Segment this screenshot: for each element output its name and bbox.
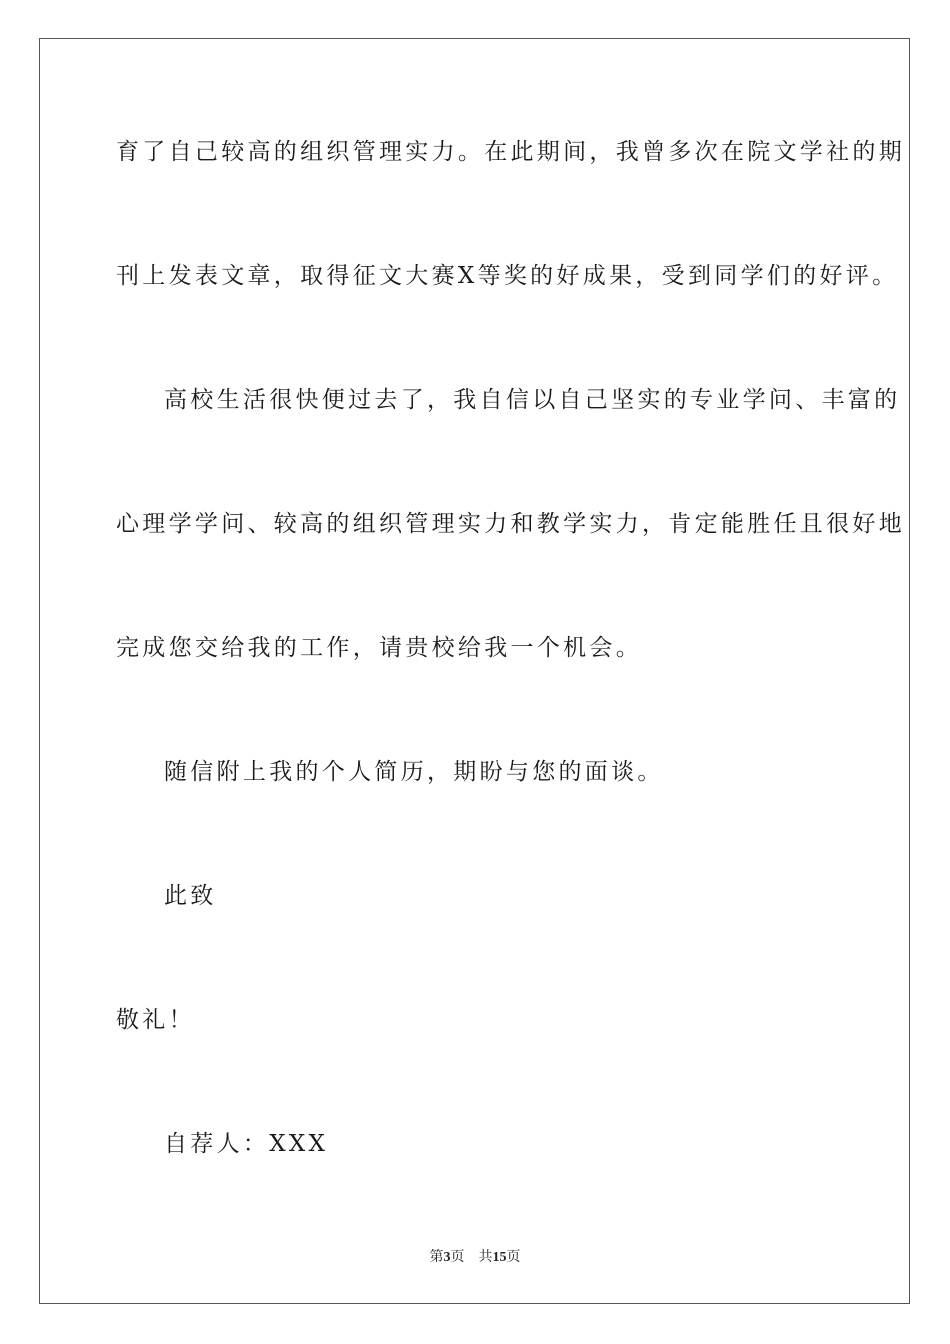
page-number: 3 [443, 1250, 451, 1265]
page-footer [0, 1246, 950, 1266]
text-line-1: 育了自己较高的组织管理实力。在此期间，我曾多次在院文学社的期 [116, 139, 905, 165]
paragraph-resume-note: 随信附上我的个人简历，期盼与您的面谈。 [164, 759, 664, 785]
signature-line: 自荐人：XXX [164, 1131, 329, 1157]
total-suffix: 页 [506, 1250, 521, 1265]
text-line-2: 刊上发表文章，取得征文大赛X等奖的好成果，受到同学们的好评。 [116, 263, 899, 289]
total-prefix: 共 [478, 1250, 493, 1265]
text-line-4: 心理学学问、较高的组织管理实力和教学实力，肯定能胜任且很好地 [116, 511, 905, 537]
total-pages: 15 [492, 1250, 507, 1265]
page-border [39, 38, 910, 1304]
page-suffix: 页 [450, 1250, 465, 1265]
closing-salutation: 此致 [164, 883, 217, 909]
text-line-5: 完成您交给我的工作，请贵校给我一个机会。 [116, 635, 642, 661]
page-prefix: 第 [429, 1250, 444, 1265]
paragraph-line-3: 高校生活很快便过去了，我自信以自己坚实的专业学问、丰富的 [164, 387, 901, 413]
closing-regards: 敬礼！ [116, 1007, 195, 1033]
